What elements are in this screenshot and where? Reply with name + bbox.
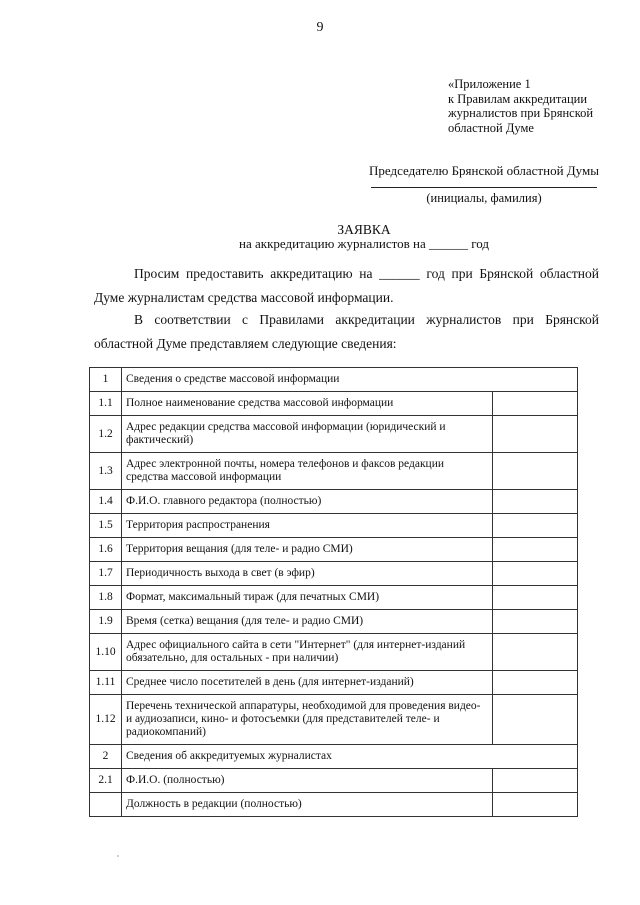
- row-value-cell[interactable]: [493, 793, 578, 817]
- row-label: Ф.И.О. главного редактора (полностью): [122, 490, 493, 514]
- row-number: 1.1: [90, 392, 122, 416]
- row-label: Перечень технической аппаратуры, необходимой для проведения видео- и аудиозаписи, кино- и фотосъемки (для представителей теле- и радиокомпаний): [122, 695, 493, 745]
- form-subtitle: на аккредитацию журналистов на ______ год: [239, 236, 489, 251]
- row-value-cell[interactable]: [493, 671, 578, 695]
- row-number: [90, 793, 122, 817]
- table-row: [90, 368, 578, 392]
- row-value-cell[interactable]: [493, 416, 578, 453]
- row-value-cell[interactable]: [493, 634, 578, 671]
- row-number: 1.2: [90, 416, 122, 453]
- row-number: 1: [90, 368, 122, 392]
- request-paragraph-text: Просим предоставить аккредитацию на ______ год при Брянской областной Думе журналистам средства массовой информации.: [94, 266, 599, 305]
- row-label: Периодичность выхода в свет (в эфир): [122, 562, 493, 586]
- table-row: [90, 769, 578, 793]
- row-label: Время (сетка) вещания (для теле- и радио СМИ): [122, 610, 493, 634]
- row-value-cell[interactable]: [493, 490, 578, 514]
- page-number: 9: [316, 20, 324, 35]
- table-row: [90, 586, 578, 610]
- table-row: [90, 793, 578, 817]
- appendix-line: журналистов при Брянской: [448, 106, 594, 120]
- form-title: ЗАЯВКА: [337, 222, 391, 237]
- info-table-body: [90, 368, 578, 817]
- row-number: 1.11: [90, 671, 122, 695]
- row-label: Сведения об аккредитуемых журналистах: [122, 745, 578, 769]
- row-value-cell[interactable]: [493, 562, 578, 586]
- row-label: Адрес официального сайта в сети "Интернет" (для интернет-изданий обязательно, для остальных - при наличии): [122, 634, 493, 671]
- row-label: Территория вещания (для теле- и радио СМИ): [122, 538, 493, 562]
- addressee: Председателю Брянской областной Думы: [369, 163, 599, 178]
- row-value-cell[interactable]: [493, 514, 578, 538]
- table-row: [90, 538, 578, 562]
- signature-line: [371, 187, 597, 188]
- row-value-cell[interactable]: [493, 610, 578, 634]
- row-label: Территория распространения: [122, 514, 493, 538]
- request-paragraph: [94, 262, 599, 310]
- table-row: [90, 695, 578, 745]
- appendix-line: «Приложение 1: [448, 77, 531, 91]
- table-row: [90, 453, 578, 490]
- row-label: Адрес редакции средства массовой информации (юридический и фактический): [122, 416, 493, 453]
- table-row: [90, 514, 578, 538]
- row-label: Полное наименование средства массовой информации: [122, 392, 493, 416]
- row-value-cell[interactable]: [493, 392, 578, 416]
- table-row: [90, 416, 578, 453]
- info-paragraph: [94, 308, 599, 356]
- signature-hint: (инициалы, фамилия): [426, 191, 542, 205]
- row-number: 1.9: [90, 610, 122, 634]
- row-number: 1.10: [90, 634, 122, 671]
- table-row: [90, 634, 578, 671]
- row-label: Адрес электронной почты, номера телефонов и факсов редакции средства массовой информации: [122, 453, 493, 490]
- table-row: [90, 490, 578, 514]
- row-label: Ф.И.О. (полностью): [122, 769, 493, 793]
- scan-speck: [117, 855, 119, 857]
- row-label: Формат, максимальный тираж (для печатных СМИ): [122, 586, 493, 610]
- table-row: [90, 671, 578, 695]
- row-value-cell[interactable]: [493, 453, 578, 490]
- appendix-note: [448, 77, 628, 135]
- table-row: [90, 392, 578, 416]
- row-number: 2.1: [90, 769, 122, 793]
- row-label: Среднее число посетителей в день (для интернет-изданий): [122, 671, 493, 695]
- row-number: 1.7: [90, 562, 122, 586]
- table-row: [90, 562, 578, 586]
- row-value-cell[interactable]: [493, 538, 578, 562]
- row-number: 1.4: [90, 490, 122, 514]
- row-number: 1.8: [90, 586, 122, 610]
- info-paragraph-text: В соответствии с Правилами аккредитации журналистов при Брянской областной Думе представляем следующие сведения:: [94, 312, 599, 351]
- row-number: 2: [90, 745, 122, 769]
- row-value-cell[interactable]: [493, 586, 578, 610]
- row-number: 1.6: [90, 538, 122, 562]
- row-label: Сведения о средстве массовой информации: [122, 368, 578, 392]
- appendix-line: областной Думе: [448, 120, 534, 135]
- appendix-line: к Правилам аккредитации: [448, 91, 588, 106]
- row-value-cell[interactable]: [493, 769, 578, 793]
- row-number: 1.3: [90, 453, 122, 490]
- row-number: 1.12: [90, 695, 122, 745]
- table-row: [90, 610, 578, 634]
- row-label: Должность в редакции (полностью): [122, 793, 493, 817]
- table-row: [90, 745, 578, 769]
- row-value-cell[interactable]: [493, 695, 578, 745]
- row-number: 1.5: [90, 514, 122, 538]
- info-table: [89, 367, 578, 817]
